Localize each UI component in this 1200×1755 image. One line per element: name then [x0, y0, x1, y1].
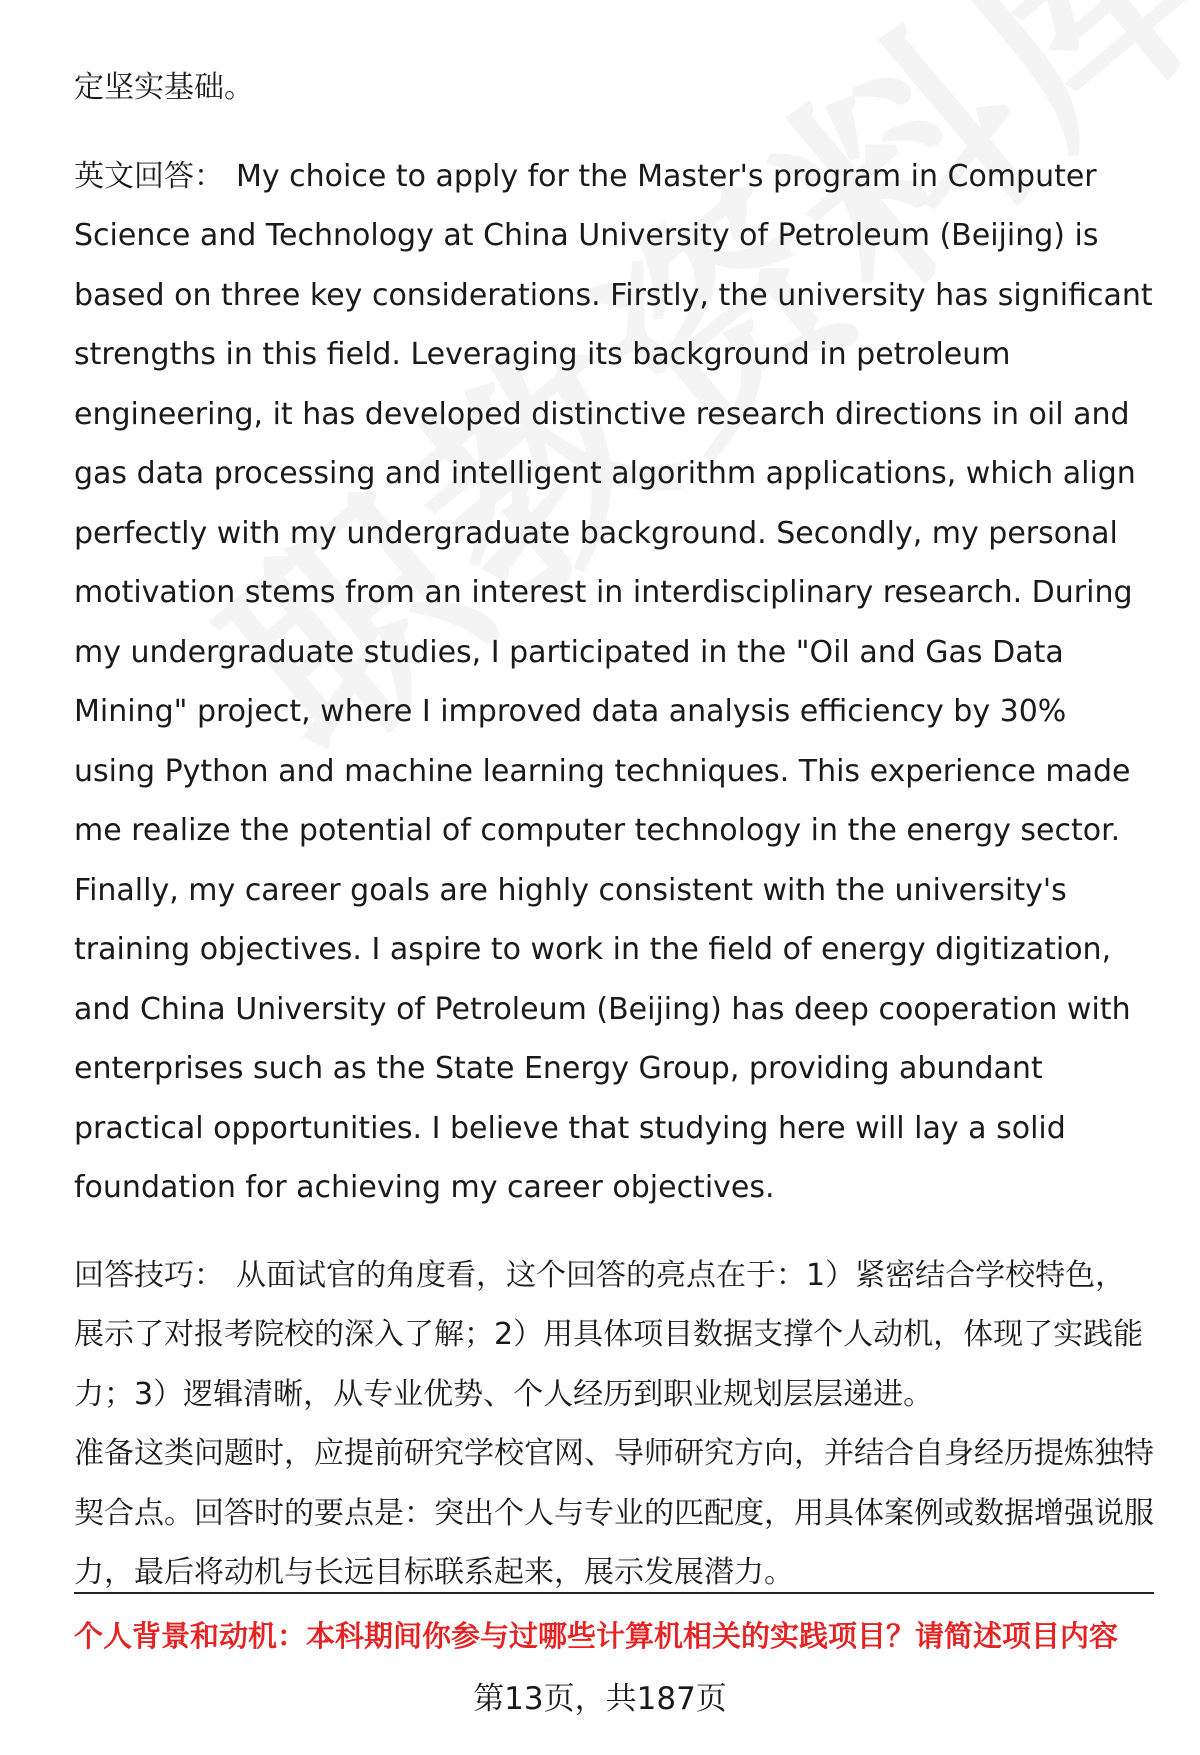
answer-tips: [74, 1246, 1154, 1425]
section-divider: [74, 1592, 1154, 1594]
next-question-heading: 个人背景和动机：本科期间你参与过哪些计算机相关的实践项目？请简述项目内容: [74, 1619, 1119, 1653]
answer-tips-text: 从面试官的角度看，这个回答的亮点在于：1）紧密结合学校特色，展示了对报考院校的深入了解；2）用具体项目数据支撑个人动机，体现了实践能力；3）逻辑清晰，从专业优势、个人经历到职业规划层层递进。: [74, 1257, 1144, 1412]
english-answer-label: 英文回答：: [74, 158, 224, 194]
page-content: [74, 58, 1154, 1603]
continued-text: 定坚实基础。: [74, 70, 254, 105]
page-number: 第13页，共187页: [473, 1681, 727, 1717]
english-answer-text: My choice to apply for the Master's program in Computer Science and Technology at China University of Petroleum (Beijing) is based on three key considerations. Firstly, the university has significant strengths in this field. Leveraging its background in petroleum engineering, it has developed distinctive research directions in oil and gas data processing and intelligent algorithm applications, which align perfectly with my undergraduate background. Secondly, my personal motivation stems from an interest in interdisciplinary research. During my undergraduate studies, I participated in the "Oil and Gas Data Mining" project, where I improved data analysis efficiency by 30% using Python and machine learning techniques. This experience made me realize the potential of computer technology in the energy sector. Finally, my career goals are highly consistent with the university's training objectives. I aspire to work in the field of energy digitization, and China University of Petroleum (Beijing) has deep cooperation with enterprises such as the State Energy Group, providing abundant practical opportunities. I believe that studying here will lay a solid foundation for achieving my career objectives.: [74, 158, 1153, 1205]
preparation-advice: 准备这类问题时，应提前研究学校官网、导师研究方向，并结合自身经历提炼独特契合点。回答时的要点是：突出个人与专业的匹配度，用具体案例或数据增强说服力，最后将动机与长远目标联系起来，展示发展潜力。: [74, 1436, 1154, 1590]
english-answer: [74, 147, 1154, 1218]
answer-tips-label: 回答技巧：: [74, 1257, 224, 1293]
